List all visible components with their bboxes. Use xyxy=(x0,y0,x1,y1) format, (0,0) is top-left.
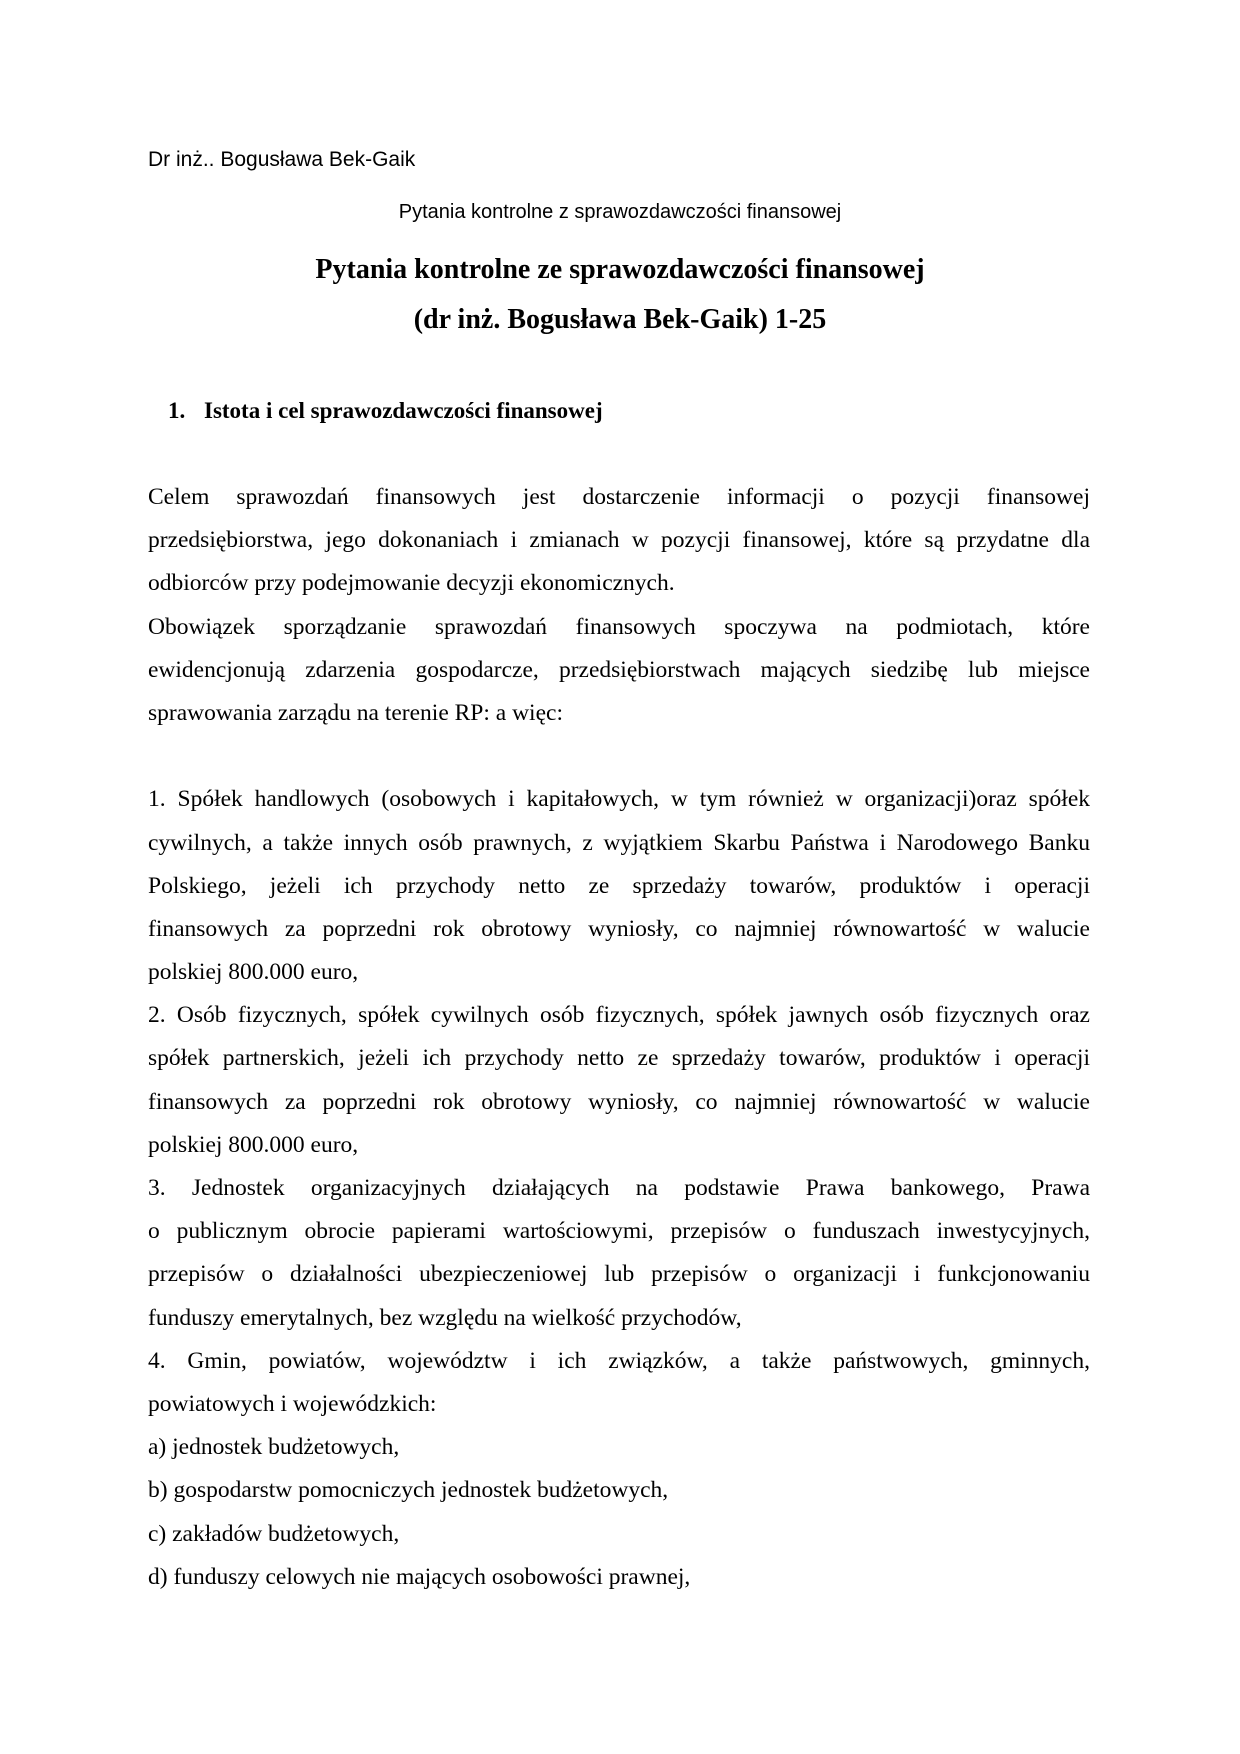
paragraph-line: 1. Spółek handlowych (osobowych i kapitałowych, w tym również w organizacji)oraz spółek xyxy=(148,786,1090,813)
paragraph-line: finansowych za poprzedni rok obrotowy wyniosły, co najmniej równowartość w walucie xyxy=(148,1088,1090,1115)
paragraph xyxy=(148,476,1090,606)
section-heading-text: Istota i cel sprawozdawczości finansowej xyxy=(204,398,603,423)
paragraph-line: odbiorców przy podejmowanie decyzji ekonomicznych. xyxy=(148,570,675,597)
section-number: 1. xyxy=(168,398,186,423)
paragraph-line: ewidencjonują zdarzenia gospodarcze, przedsiębiorstwach mających siedzibę lub miejsce xyxy=(148,656,1090,683)
paragraph-line: finansowych za poprzedni rok obrotowy wyniosły, co najmniej równowartość w walucie xyxy=(148,915,1090,942)
paragraph-line: d) funduszy celowych nie mających osobowości prawnej, xyxy=(148,1563,691,1590)
document-title-line-2: (dr inż. Bogusława Bek-Gaik) 1-25 xyxy=(413,304,827,335)
paragraph-line: a) jednostek budżetowych, xyxy=(148,1434,400,1461)
paragraph-line: 4. Gmin, powiatów, województw i ich związków, a także państwowych, gminnych, xyxy=(148,1347,1090,1374)
paragraph-line: sprawowania zarządu na terenie RP: a więc: xyxy=(148,699,563,726)
paragraph-line: o publicznym obrocie papierami wartościowymi, przepisów o funduszach inwestycyjnych, xyxy=(148,1218,1090,1245)
paragraph-line: Celem sprawozdań finansowych jest dostarczenie informacji o pozycji finansowej xyxy=(148,484,1090,510)
paragraph-line: cywilnych, a także innych osób prawnych, z wyjątkiem Skarbu Państwa i Narodowego Banku xyxy=(148,829,1090,856)
document-subtitle: Pytania kontrolne z sprawozdawczości finansowej xyxy=(398,201,842,223)
paragraph-line: polskiej 800.000 euro, xyxy=(148,959,359,986)
paragraph-line: przedsiębiorstwa, jego dokonaniach i zmianach w pozycji finansowej, które są przydatne dla xyxy=(148,527,1090,554)
paragraph-line: Obowiązek sporządzanie sprawozdań finansowych spoczywa na podmiotach, które xyxy=(148,613,1090,640)
paragraph-line: polskiej 800.000 euro, xyxy=(148,1131,359,1158)
paragraph xyxy=(148,778,1090,994)
blank-line xyxy=(148,735,1090,778)
paragraph xyxy=(148,1426,1090,1469)
paragraph xyxy=(148,994,1090,1167)
paragraph xyxy=(148,1167,1090,1340)
paragraph-line: przepisów o działalności ubezpieczeniowej lub przepisów o organizacji i funkcjonowaniu xyxy=(148,1261,1090,1288)
paragraph xyxy=(148,1513,1090,1556)
paragraph-line: Polskiego, jeżeli ich przychody netto ze sprzedaży towarów, produktów i operacji xyxy=(148,872,1090,899)
paragraph xyxy=(148,1469,1090,1512)
paragraph xyxy=(148,1556,1090,1599)
paragraph-line: 2. Osób fizycznych, spółek cywilnych osób fizycznych, spółek jawnych osób fizycznych oraz xyxy=(148,1002,1090,1029)
section-heading xyxy=(168,398,603,424)
paragraph-line: powiatowych i wojewódzkich: xyxy=(148,1390,437,1417)
paragraph xyxy=(148,606,1090,736)
document-title-line-1: Pytania kontrolne ze sprawozdawczości finansowej xyxy=(315,254,925,285)
paragraph-line: b) gospodarstw pomocniczych jednostek budżetowych, xyxy=(148,1477,669,1504)
document-body xyxy=(148,476,1090,1599)
paragraph-line: spółek partnerskich, jeżeli ich przychody netto ze sprzedaży towarów, produktów i operacji xyxy=(148,1045,1090,1072)
paragraph-line: 3. Jednostek organizacyjnych działających na podstawie Prawa bankowego, Prawa xyxy=(148,1175,1090,1201)
document-author: Dr inż.. Bogusława Bek-Gaik xyxy=(148,148,416,171)
paragraph-line: funduszy emerytalnych, bez względu na wielkość przychodów, xyxy=(148,1304,742,1331)
paragraph-line: c) zakładów budżetowych, xyxy=(148,1520,400,1547)
paragraph xyxy=(148,1340,1090,1426)
